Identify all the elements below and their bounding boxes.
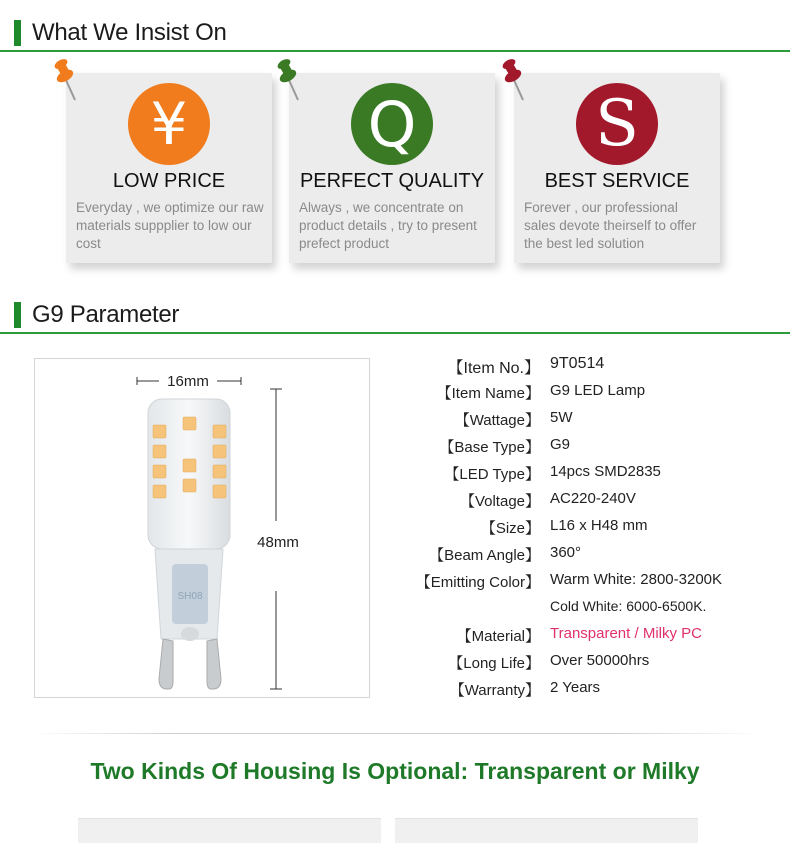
param-value: Cold White: 6000-6500K. (550, 598, 707, 614)
param-row (400, 625, 790, 651)
param-label: 【Base Type】 (439, 439, 540, 456)
param-label: 【Item Name】 (436, 385, 540, 402)
param-value: 9T0514 (550, 355, 605, 372)
card-description: Always , we concentrate on product details , try to present prefect product (299, 200, 477, 251)
param-value: 360° (550, 544, 582, 561)
param-row (400, 436, 790, 462)
param-label: 【Material】 (456, 628, 540, 645)
param-row (400, 598, 790, 624)
section-title: G9 Parameter (32, 301, 180, 328)
section-marker (14, 20, 21, 46)
push-pin-icon (502, 58, 532, 104)
param-label: 【Size】 (480, 520, 540, 537)
s-service-icon: S (576, 83, 658, 165)
card-description: Everyday , we optimize our raw materials suppplier to low our cost (76, 200, 264, 251)
section-rule (0, 332, 790, 334)
param-label: 【Voltage】 (459, 493, 540, 510)
yen-icon: ¥ (128, 83, 210, 165)
param-value: AC220-240V (550, 490, 636, 507)
card-best-service (514, 73, 720, 263)
divider (30, 733, 760, 734)
param-value: G9 LED Lamp (550, 382, 646, 399)
param-value: 14pcs SMD2835 (550, 463, 661, 480)
param-label: 【Beam Angle】 (429, 547, 540, 564)
param-row (400, 463, 790, 489)
card-title: BEST SERVICE (544, 170, 690, 192)
param-row (400, 652, 790, 678)
param-row (400, 409, 790, 435)
param-row (400, 490, 790, 516)
g9-bulb-image (35, 359, 371, 699)
card-title: PERFECT QUALITY (299, 170, 485, 192)
housing-options-title: Two Kinds Of Housing Is Optional: Transparent or Milky (90, 758, 700, 784)
param-value: 2 Years (550, 679, 601, 696)
section-header-parameter (0, 296, 790, 334)
param-value: L16 x H48 mm (550, 517, 648, 534)
push-pin-icon (54, 58, 84, 104)
section-rule (0, 50, 790, 52)
param-label: 【Wattage】 (454, 412, 540, 429)
param-row (400, 544, 790, 570)
param-value: Warm White: 2800-3200K (550, 571, 723, 588)
card-description: Forever , our professional sales devote theirself to offer the best led solution (524, 200, 697, 251)
param-row (400, 517, 790, 543)
param-row (400, 355, 790, 381)
card-low-price (66, 73, 272, 263)
card-perfect-quality (289, 73, 495, 263)
base-marking: SH08 (177, 591, 203, 602)
section-marker (14, 302, 21, 328)
product-photo (34, 358, 370, 698)
section-header-insist (0, 14, 790, 52)
card-title: LOW PRICE (112, 170, 226, 192)
param-value-highlight: Transparent / Milky PC (550, 625, 702, 642)
height-dimension-label: 48mm (257, 534, 299, 551)
push-pin-icon (277, 58, 307, 104)
param-label: 【Emitting Color】 (415, 574, 540, 591)
param-label: 【LED Type】 (444, 466, 540, 483)
transparent-housing-thumbnail (78, 818, 381, 843)
param-value: G9 (550, 436, 571, 453)
param-row (400, 382, 790, 408)
param-value: Over 50000hrs (550, 652, 650, 669)
q-quality-icon: Q (351, 83, 433, 165)
width-dimension-label: 16mm (167, 373, 209, 390)
param-value: 5W (550, 409, 573, 426)
param-label: 【Item No.】 (447, 360, 540, 377)
section-title: What We Insist On (32, 19, 227, 46)
param-row (400, 571, 790, 597)
param-label: 【Warranty】 (449, 682, 540, 699)
milky-housing-thumbnail (395, 818, 698, 843)
param-row (400, 679, 790, 705)
param-label: 【Long Life】 (448, 655, 540, 672)
